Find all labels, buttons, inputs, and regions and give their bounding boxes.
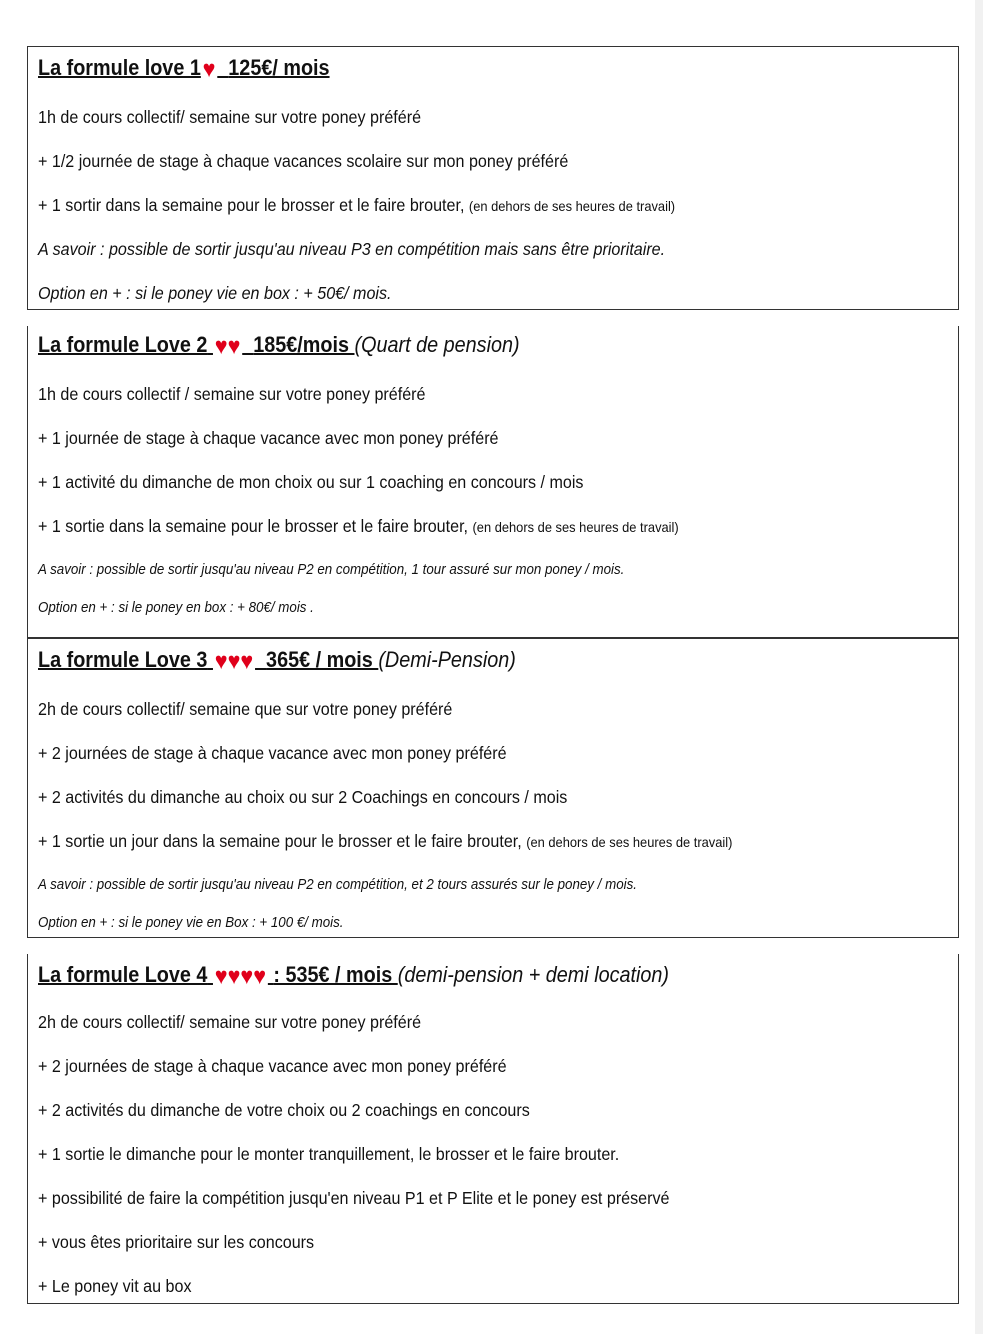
formula-4-line-5: + possibilité de faire la compétition jusqu'en niveau P1 et P Elite et le poney est préservé — [38, 1188, 670, 1208]
formula-3-option: Option en + : si le poney vie en Box : + 100 €/ mois. — [38, 915, 344, 931]
heart-icon: ♥ — [214, 333, 228, 360]
formula-1-a-savoir: A savoir : possible de sortir jusqu'au niveau P3 en compétition mais sans être prioritaire. — [38, 239, 666, 259]
formula-1-option: Option en + : si le poney vie en box : + 50€/ mois. — [38, 283, 392, 303]
formula-3-subtitle: (Demi-Pension) — [378, 647, 516, 672]
formula-3-line-1: 2h de cours collectif/ semaine que sur votre poney préféré — [38, 699, 453, 719]
heart-icon: ♥ — [227, 333, 241, 360]
formula-2-a-savoir: A savoir : possible de sortir jusqu'au niveau P2 en compétition, 1 tour assuré sur mon poney / mois. — [38, 562, 625, 578]
formula-3-name: La formule Love 3 — [38, 647, 208, 672]
heart-icon: ♥ — [202, 56, 216, 83]
formula-3-line-4-note: (en dehors de ses heures de travail) — [526, 834, 733, 850]
formula-4-title — [38, 962, 669, 990]
formula-1-box — [27, 46, 959, 310]
formula-3-title — [38, 647, 516, 675]
heart-icon: ♥ — [214, 648, 228, 675]
formula-4-line-2: + 2 journées de stage à chaque vacance avec mon poney préféré — [38, 1056, 507, 1076]
formula-1-line-2: + 1/2 journée de stage à chaque vacances scolaire sur mon poney préféré — [38, 151, 569, 171]
formula-2-name: La formule Love 2 — [38, 332, 208, 357]
formula-2-price: 185€/mois — [253, 332, 355, 357]
formula-2-subtitle: (Quart de pension) — [354, 332, 520, 357]
formula-2-line-4 — [38, 516, 679, 537]
formula-2-line-4-text: + 1 sortie dans la semaine pour le brosser et le faire brouter, — [38, 516, 473, 536]
formula-3-line-2: + 2 journées de stage à chaque vacance avec mon poney préféré — [38, 743, 507, 763]
formula-4-name: La formule Love 4 — [38, 962, 208, 987]
formula-2-line-2: + 1 journée de stage à chaque vacance avec mon poney préféré — [38, 428, 499, 448]
formula-1-price: 125€/ mois — [228, 55, 330, 80]
formula-4-line-4: + 1 sortie le dimanche pour le monter tranquillement, le brosser et le faire brouter. — [38, 1144, 620, 1164]
formula-4-line-6: + vous êtes prioritaire sur les concours — [38, 1232, 315, 1252]
formula-4-line-1: 2h de cours collectif/ semaine sur votre poney préféré — [38, 1012, 422, 1032]
heart-icon: ♥ — [240, 963, 254, 990]
formula-3-a-savoir: A savoir : possible de sortir jusqu'au niveau P2 en compétition, et 2 tours assurés sur le poney / mois. — [38, 877, 637, 893]
heart-icon: ♥ — [240, 648, 254, 675]
formula-2-option: Option en + : si le poney en box : + 80€/ mois . — [38, 600, 314, 616]
formula-4-price: : 535€ / mois — [273, 962, 398, 987]
formula-3-price: 365€ / mois — [266, 647, 379, 672]
formula-2-line-3: + 1 activité du dimanche de mon choix ou sur 1 coaching en concours / mois — [38, 472, 584, 492]
formula-3-box — [27, 638, 959, 938]
formula-4-subtitle: (demi-pension + demi location) — [397, 962, 670, 987]
formula-2-title — [38, 332, 520, 360]
formula-1-line-3-text: + 1 sortir dans la semaine pour le brosser et le faire brouter, — [38, 195, 469, 215]
formula-3-line-4-text: + 1 sortie un jour dans la semaine pour le brosser et le faire brouter, — [38, 831, 527, 851]
heart-icon: ♥ — [214, 963, 228, 990]
formula-4-box — [27, 954, 959, 1304]
formula-1-line-3 — [38, 195, 675, 216]
formula-2-hearts — [215, 334, 241, 360]
formula-1-line-3-note: (en dehors de ses heures de travail) — [468, 198, 676, 214]
heart-icon: ♥ — [227, 648, 241, 675]
formula-2-box — [27, 326, 959, 638]
scrollbar-track[interactable] — [975, 0, 983, 1334]
formula-2-line-1: 1h de cours collectif / semaine sur votre poney préféré — [38, 384, 426, 404]
formula-1-hearts — [203, 57, 216, 83]
formula-3-hearts — [215, 649, 253, 675]
formula-2-line-4-note: (en dehors de ses heures de travail) — [472, 519, 679, 535]
formula-4-line-7: + Le poney vit au box — [38, 1276, 192, 1296]
formula-1-name: La formule love 1 — [38, 55, 201, 80]
formula-4-hearts — [215, 964, 266, 990]
heart-icon: ♥ — [253, 963, 267, 990]
formula-3-line-3: + 2 activités du dimanche au choix ou sur 2 Coachings en concours / mois — [38, 787, 568, 807]
formula-3-line-4 — [38, 831, 732, 852]
formula-4-line-3: + 2 activités du dimanche de votre choix ou 2 coachings en concours — [38, 1100, 530, 1120]
formula-1-line-1: 1h de cours collectif/ semaine sur votre poney préféré — [38, 107, 422, 127]
formula-1-title — [38, 55, 330, 83]
heart-icon: ♥ — [227, 963, 241, 990]
